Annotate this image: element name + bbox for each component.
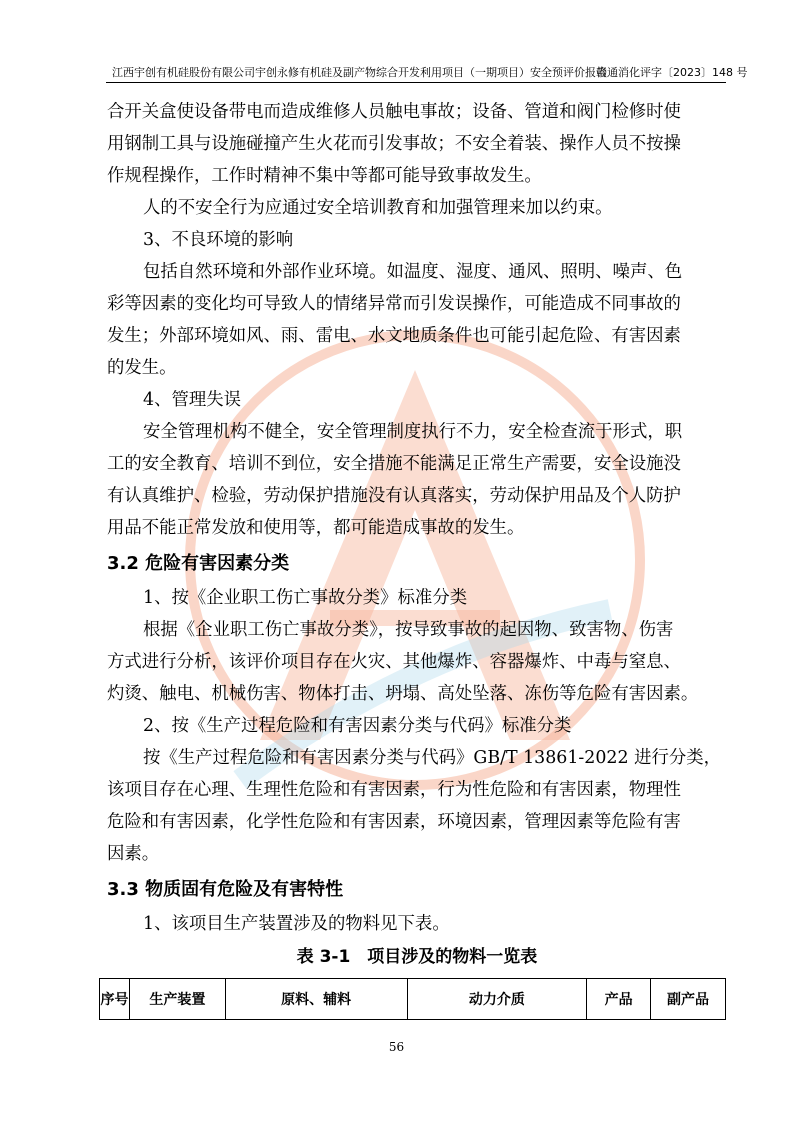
table-caption: 表 3-1 项目涉及的物料一览表: [296, 947, 538, 967]
paragraph-line: 工的安全教育、培训不到位，安全措施不能满足正常生产需要，安全设施没: [107, 454, 681, 474]
paragraph-line: 有认真维护、检验，劳动保护措施没有认真落实，劳动保护用品及个人防护: [107, 486, 681, 506]
table-header-cell: 动力介质: [407, 979, 587, 1020]
header-rule: [106, 82, 726, 83]
list-item-heading: 4、管理失误: [143, 390, 242, 410]
paragraph-line: 彩等因素的变化均可导致人的情绪异常而引发误操作，可能造成不同事故的: [107, 294, 681, 314]
paragraph-line: 用品不能正常发放和使用等，都可能造成事故的发生。: [107, 518, 525, 538]
section-heading-3-3: 3.3 物质固有危险及有害特性: [107, 879, 344, 900]
paragraph-line: 的发生。: [107, 358, 177, 378]
table-header-cell: 产品: [587, 979, 651, 1020]
section-heading-3-2: 3.2 危险有害因素分类: [107, 553, 290, 574]
paragraph-line: 包括自然环境和外部作业环境。如温度、湿度、通风、照明、噪声、色: [143, 262, 683, 282]
subsection-heading: 1、该项目生产装置涉及的物料见下表。: [143, 914, 450, 934]
paragraph-line: 因素。: [107, 844, 160, 864]
paragraph-line: 作规程操作，工作时精神不集中等都可能导致事故发生。: [107, 166, 542, 186]
list-item-heading: 3、不良环境的影响: [143, 230, 294, 250]
paragraph-line: 根据《企业职工伤亡事故分类》，按导致事故的起因物、致害物、伤害: [143, 620, 674, 640]
table-header-cell: 副产品: [651, 979, 726, 1020]
paragraph-line: 人的不安全行为应通过安全培训教育和加强管理来加以约束。: [143, 198, 613, 218]
table-header-cell: 生产装置: [129, 979, 225, 1020]
table-header-row: [100, 979, 726, 1020]
header-document-title: 江西宇创有机硅股份有限公司宇创永修有机硅及副产物综合开发利用项目（一期项目）安全预评价报告: [112, 66, 607, 79]
paragraph-line: 危险和有害因素，化学性危险和有害因素，环境因素，管理因素等危险有害: [107, 812, 681, 832]
paragraph-line: 按《生产过程危险和有害因素分类与代码》GB/T 13861-2022 进行分类，: [143, 748, 722, 768]
paragraph-line: 发生；外部环境如风、雨、雷电、水文地质条件也可能引起危险、有害因素: [107, 326, 681, 346]
paragraph-line: 安全管理机构不健全，安全管理制度执行不力，安全检查流于形式，职: [143, 422, 683, 442]
header-document-number: 赣通消化评字〔2023〕148 号: [596, 66, 748, 79]
paragraph-line: 合开关盒使设备带电而造成维修人员触电事故；设备、管道和阀门检修时使: [107, 102, 681, 122]
page-body: [107, 96, 727, 974]
paragraph-line: 用钢制工具与设施碰撞产生火花而引发事故；不安全着装、操作人员不按操: [107, 134, 681, 154]
table-header-cell: 序号: [100, 979, 130, 1020]
paragraph-line: 该项目存在心理、生理性危险和有害因素，行为性危险和有害因素，物理性: [107, 780, 681, 800]
table-header-cell: 原料、辅料: [225, 979, 407, 1020]
paragraph-line: 方式进行分析，该评价项目存在火灾、其他爆炸、容器爆炸、中毒与窒息、: [107, 652, 681, 672]
subsection-heading: 1、按《企业职工伤亡事故分类》标准分类: [143, 588, 468, 608]
page-number: 56: [388, 1040, 405, 1054]
materials-table: [99, 978, 726, 1020]
paragraph-line: 灼烫、触电、机械伤害、物体打击、坍塌、高处坠落、冻伤等危险有害因素。: [107, 684, 699, 704]
subsection-heading: 2、按《生产过程危险和有害因素分类与代码》标准分类: [143, 716, 572, 736]
